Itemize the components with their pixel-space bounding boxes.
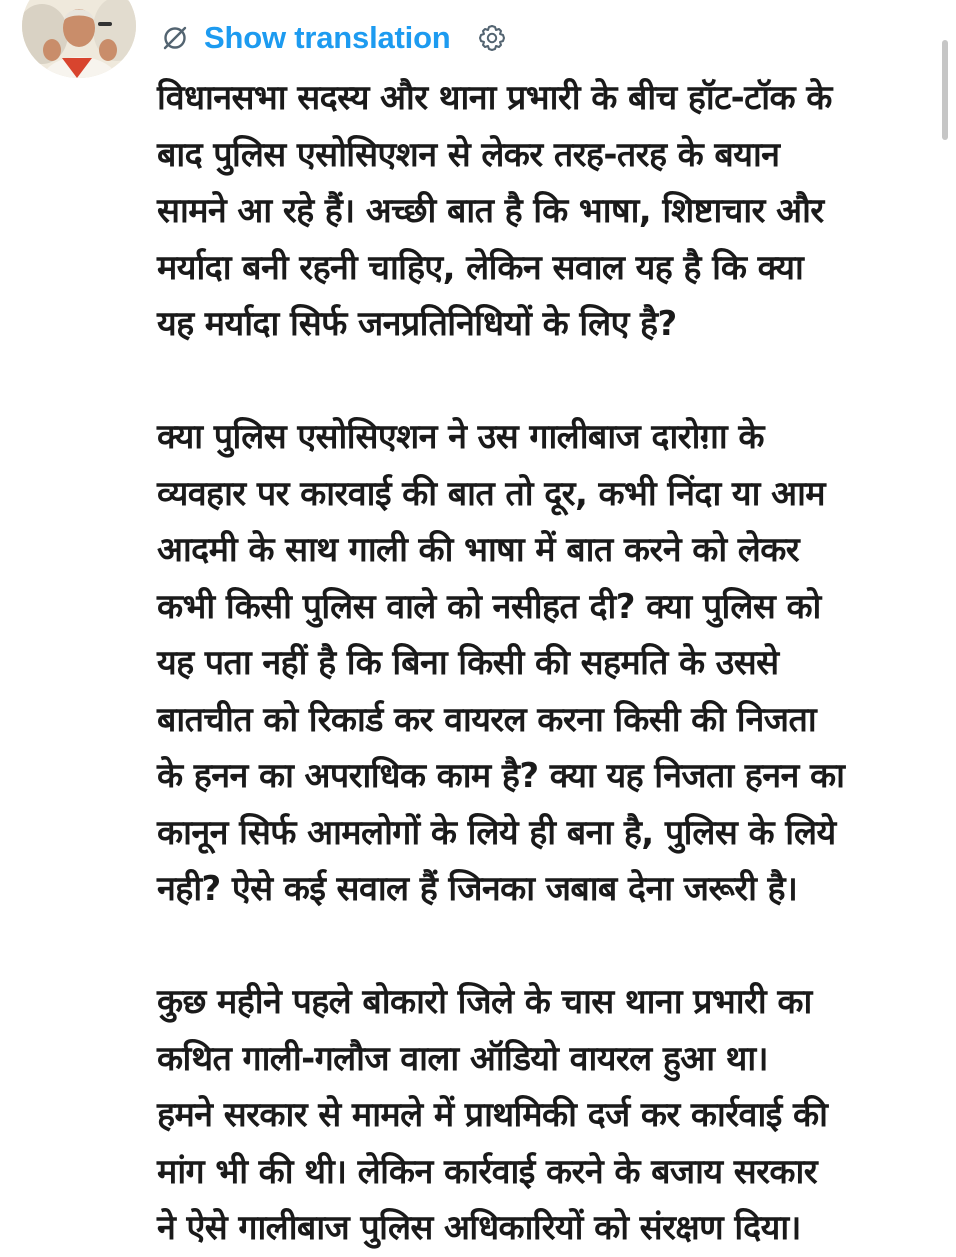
post-line: यह पता नहीं है कि बिना किसी की सहमति के उससे bbox=[157, 643, 779, 683]
post-line: के हनन का अपराधिक काम है? क्या यह निजता हनन का bbox=[157, 756, 845, 796]
translation-bar bbox=[160, 16, 509, 60]
post-line: सामने आ रहे हैं। अच्छी बात है कि भाषा, शिष्टाचार और bbox=[157, 191, 824, 231]
avatar[interactable] bbox=[22, 0, 136, 78]
post-line: विधानसभा सदस्य और थाना प्रभारी के बीच हॉट-टॉक के bbox=[157, 78, 832, 118]
post-line: नही? ऐसे कई सवाल हैं जिनका जबाब देना जरूरी है। bbox=[157, 869, 798, 909]
post-line: कुछ महीने पहले बोकारो जिले के चास थाना प्रभारी का bbox=[157, 982, 812, 1022]
post-line: ने ऐसे गालीबाज पुलिस अधिकारियों को संरक्षण दिया। bbox=[157, 1208, 801, 1248]
post-line: हमने सरकार से मामले में प्राथमिकी दर्ज कर कार्रवाई की bbox=[157, 1095, 828, 1135]
post-line: व्यवहार पर कारवाई की बात तो दूर, कभी निंदा या आम bbox=[157, 473, 825, 514]
paragraph-gap bbox=[157, 353, 937, 410]
gear-icon[interactable] bbox=[475, 21, 509, 55]
post-line: मांग भी की थी। लेकिन कार्रवाई करने के बजाय सरकार bbox=[157, 1151, 818, 1192]
post-line: यह मर्यादा सिर्फ जनप्रतिनिधियों के लिए है? bbox=[157, 304, 677, 344]
post-line: मर्यादा बनी रहनी चाहिए, लेकिन सवाल यह है कि क्या bbox=[157, 247, 804, 288]
post-line: क्या पुलिस एसोसिएशन ने उस गालीबाज दारोग़ा के bbox=[157, 417, 764, 457]
post-line: आदमी के साथ गाली की भाषा में बात करने को लेकर bbox=[157, 530, 800, 570]
globe-slash-icon bbox=[160, 23, 190, 53]
post-line: कभी किसी पुलिस वाले को नसीहत दी? क्या पुलिस को bbox=[157, 586, 821, 627]
post-text bbox=[157, 70, 937, 1257]
post-line: बातचीत को रिकार्ड कर वायरल करना किसी की निजता bbox=[157, 699, 817, 740]
post-line: कानून सिर्फ आमलोगों के लिये ही बना है, पुलिस के लिये bbox=[157, 812, 836, 853]
scrollbar[interactable] bbox=[942, 40, 948, 140]
post-line: बाद पुलिस एसोसिएशन से लेकर तरह-तरह के बयान bbox=[157, 134, 780, 175]
paragraph-gap bbox=[157, 918, 937, 975]
post-line: कथित गाली-गलौज वाला ऑडियो वायरल हुआ था। bbox=[157, 1038, 768, 1079]
show-translation-link[interactable]: Show translation bbox=[204, 20, 451, 55]
